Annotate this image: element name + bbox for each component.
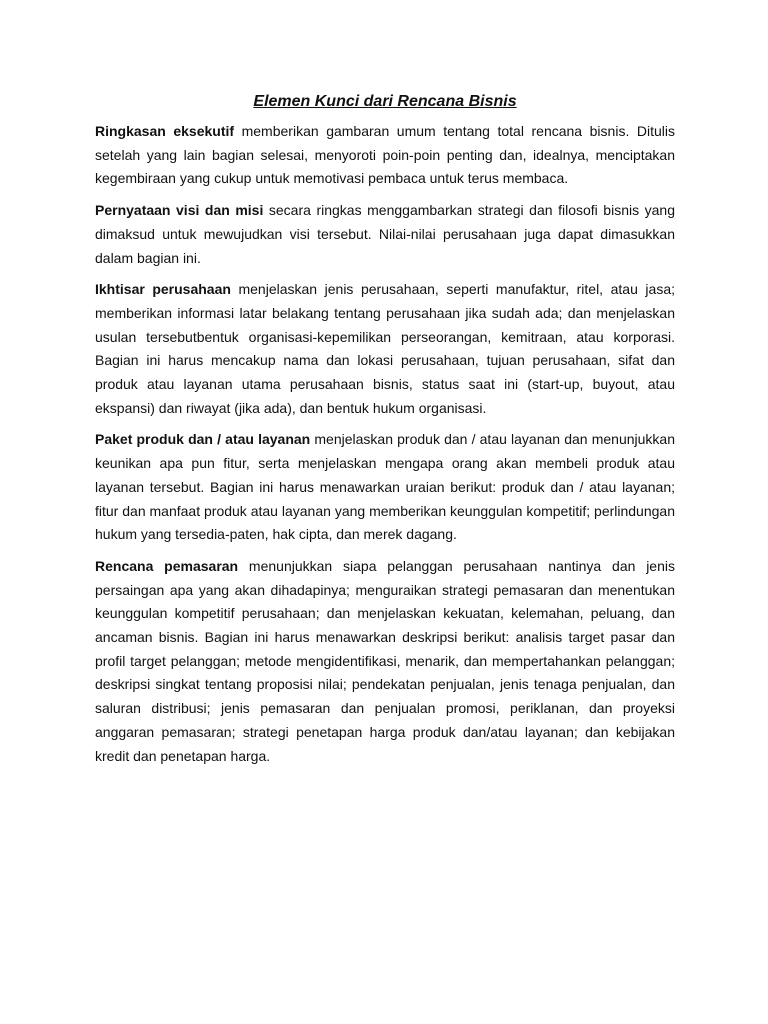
paragraph-text: menjelaskan jenis perusahaan, seperti manufaktur, ritel, atau jasa; memberikan informasi latar belakang tentang perusahaan jika sudah ada; dan menjelaskan usulan tersebutbentuk organisasi-kepemilikan perseorangan, kemitraan, atau korporasi. Bagian ini harus mencakup nama dan lokasi perusahaan, tujuan perusahaan, sifat dan produk atau layanan utama perusahaan bisnis, status saat ini (start-up, buyout, atau ekspansi) dan riwayat (jika ada), dan bentuk hukum organisasi. — [95, 281, 675, 416]
paragraph-text: secara ringkas menggambarkan strategi dan filosofi bisnis yang dimaksud untuk mewujudkan visi tersebut. Nilai-nilai perusahaan juga dapat dimasukkan dalam bagian ini. — [95, 202, 675, 266]
document-title: Elemen Kunci dari Rencana Bisnis — [253, 93, 517, 110]
paragraph-marketing-plan — [95, 555, 675, 768]
paragraph-company-overview — [95, 278, 675, 420]
paragraph-heading: Pernyataan visi dan misi — [95, 202, 264, 219]
paragraph-heading: Ringkasan eksekutif — [95, 123, 235, 139]
paragraph-executive-summary — [95, 120, 675, 191]
paragraph-product-service — [95, 428, 675, 547]
document-page — [95, 90, 675, 776]
paragraph-text: memberikan gambaran umum tentang total rencana bisnis. Ditulis setelah yang lain bagian selesai, menyoroti poin-poin penting dan, idealnya, menciptakan kegembiraan yang cukup untuk memotivasi pembaca untuk terus membaca. — [95, 123, 676, 187]
paragraph-heading: Ikhtisar perusahaan — [95, 281, 231, 298]
paragraph-vision-mission — [95, 199, 675, 270]
paragraph-text: menunjukkan siapa pelanggan perusahaan nantinya dan jenis persaingan apa yang akan dihadapinya; menguraikan strategi pemasaran dan menentukan keunggulan kompetitif perusahaan; dan menjelaskan kekuatan, kelemahan, peluang, dan ancaman bisnis. Bagian ini harus menawarkan deskripsi berikut: analisis target pasar dan profil target pelanggan; metode mengidentifikasi, menarik, dan mempertahankan pelanggan; deskripsi singkat tentang proposisi nilai; pendekatan penjualan, jenis tenaga penjualan, dan saluran distribusi; jenis pemasaran dan penjualan promosi, periklanan, dan proyeksi anggaran pemasaran; strategi penetapan harga produk dan/atau layanan; dan kebijakan kredit dan penetapan harga. — [95, 557, 675, 764]
paragraph-heading: Rencana pemasaran — [95, 557, 239, 574]
paragraph-heading: Paket produk dan / atau layanan — [95, 431, 311, 448]
paragraph-text: menjelaskan produk dan / atau layanan dan menunjukkan keunikan apa pun fitur, serta menjelaskan mengapa orang akan membeli produk atau layanan tersebut. Bagian ini harus menawarkan uraian berikut: produk dan / atau layanan; fitur dan manfaat produk atau layanan yang memberikan keunggulan kompetitif; perlindungan hukum yang tersedia-paten, hak cipta, dan merek dagang. — [95, 431, 676, 543]
